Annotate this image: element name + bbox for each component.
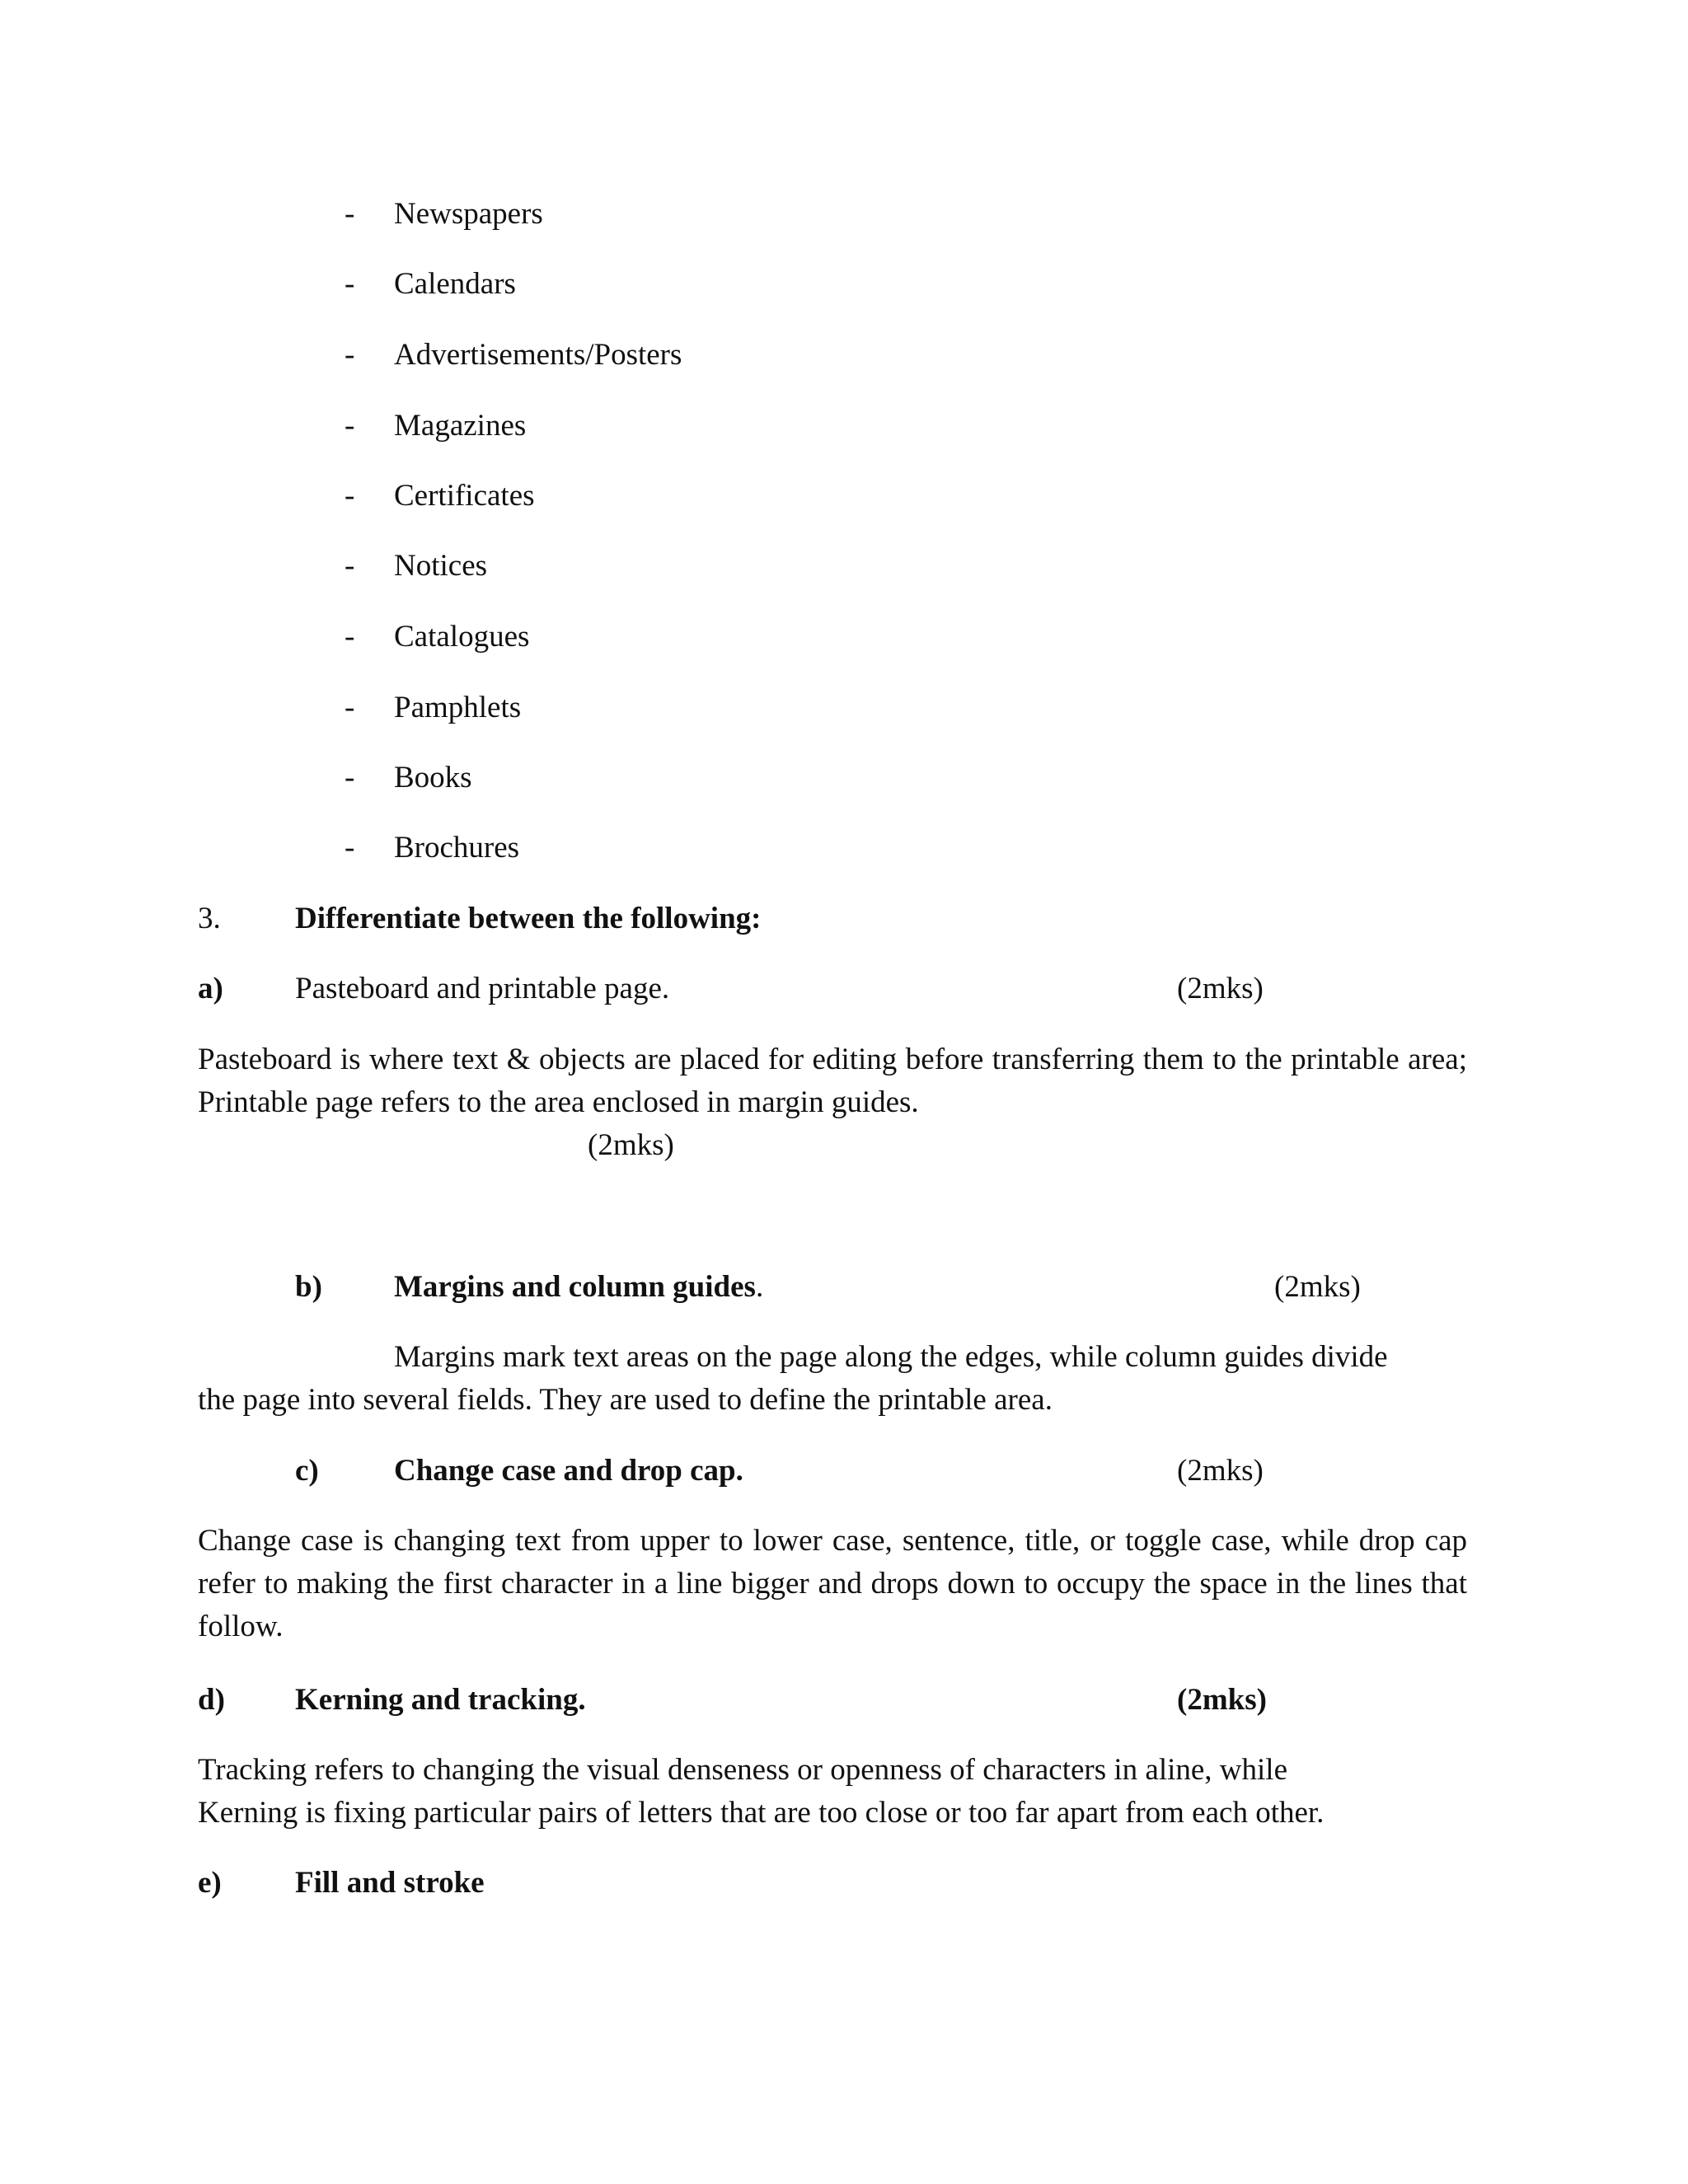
part-b-title: Margins and column guides bbox=[394, 1270, 756, 1304]
list-dash: - bbox=[345, 267, 355, 301]
part-d-marks: (2mks) bbox=[1177, 1683, 1267, 1717]
list-item: Certificates bbox=[394, 479, 535, 513]
part-e-label: e) bbox=[198, 1866, 222, 1900]
list-dash: - bbox=[345, 549, 355, 583]
question-title: Differentiate between the following: bbox=[295, 902, 762, 935]
part-b-marks: (2mks) bbox=[1274, 1270, 1361, 1304]
part-d-title: Kerning and tracking. bbox=[295, 1683, 586, 1717]
list-item: Brochures bbox=[394, 831, 520, 865]
list-dash: - bbox=[345, 197, 355, 231]
list-item: Books bbox=[394, 761, 472, 794]
part-a-label: a) bbox=[198, 972, 223, 1005]
part-a-answer-marks: (2mks) bbox=[588, 1128, 674, 1162]
part-b-title-period: . bbox=[755, 1270, 764, 1304]
part-b-label: b) bbox=[295, 1270, 322, 1304]
list-item: Notices bbox=[394, 549, 488, 583]
part-d-label: d) bbox=[198, 1683, 225, 1717]
part-a-marks: (2mks) bbox=[1177, 972, 1264, 1005]
part-c-answer: Change case is changing text from upper to lower case, sentence, title, or toggle case, while drop cap refer to making the first character in a line bigger and drops down to occupy the space in the lines that follow. bbox=[198, 1524, 1467, 1643]
part-c-label: c) bbox=[295, 1454, 319, 1488]
list-dash: - bbox=[345, 691, 355, 724]
list-item: Calendars bbox=[394, 267, 516, 301]
part-c-title: Change case and drop cap. bbox=[394, 1454, 743, 1488]
part-d-answer-line2: Kerning is fixing particular pairs of letters that are too close or too far apart from each other. bbox=[198, 1796, 1325, 1830]
list-item: Newspapers bbox=[394, 197, 543, 231]
part-a-answer: Pasteboard is where text & objects are placed for editing before transferring them to the printable area; Printable page refers to the area enclosed in margin guides. bbox=[198, 1043, 1467, 1119]
part-d-answer-line1: Tracking refers to changing the visual denseness or openness of characters in aline, while bbox=[198, 1753, 1288, 1787]
list-dash: - bbox=[345, 479, 355, 513]
part-e-title: Fill and stroke bbox=[295, 1866, 485, 1900]
list-dash: - bbox=[345, 761, 355, 794]
list-item: Magazines bbox=[394, 409, 527, 443]
part-b-title-line bbox=[394, 1266, 763, 1309]
question-number: 3. bbox=[198, 902, 221, 935]
list-dash: - bbox=[345, 831, 355, 865]
list-item: Advertisements/Posters bbox=[394, 338, 682, 372]
part-b-answer-line2: the page into several fields. They are used to define the printable area. bbox=[198, 1383, 1053, 1417]
list-dash: - bbox=[345, 338, 355, 372]
list-item: Pamphlets bbox=[394, 691, 522, 724]
list-item: Catalogues bbox=[394, 620, 530, 654]
part-a-title: Pasteboard and printable page. bbox=[295, 972, 670, 1005]
list-dash: - bbox=[345, 620, 355, 654]
part-c-marks: (2mks) bbox=[1177, 1454, 1264, 1488]
part-b-answer-line1: Margins mark text areas on the page along the edges, while column guides divide bbox=[394, 1340, 1388, 1374]
list-dash: - bbox=[345, 409, 355, 443]
